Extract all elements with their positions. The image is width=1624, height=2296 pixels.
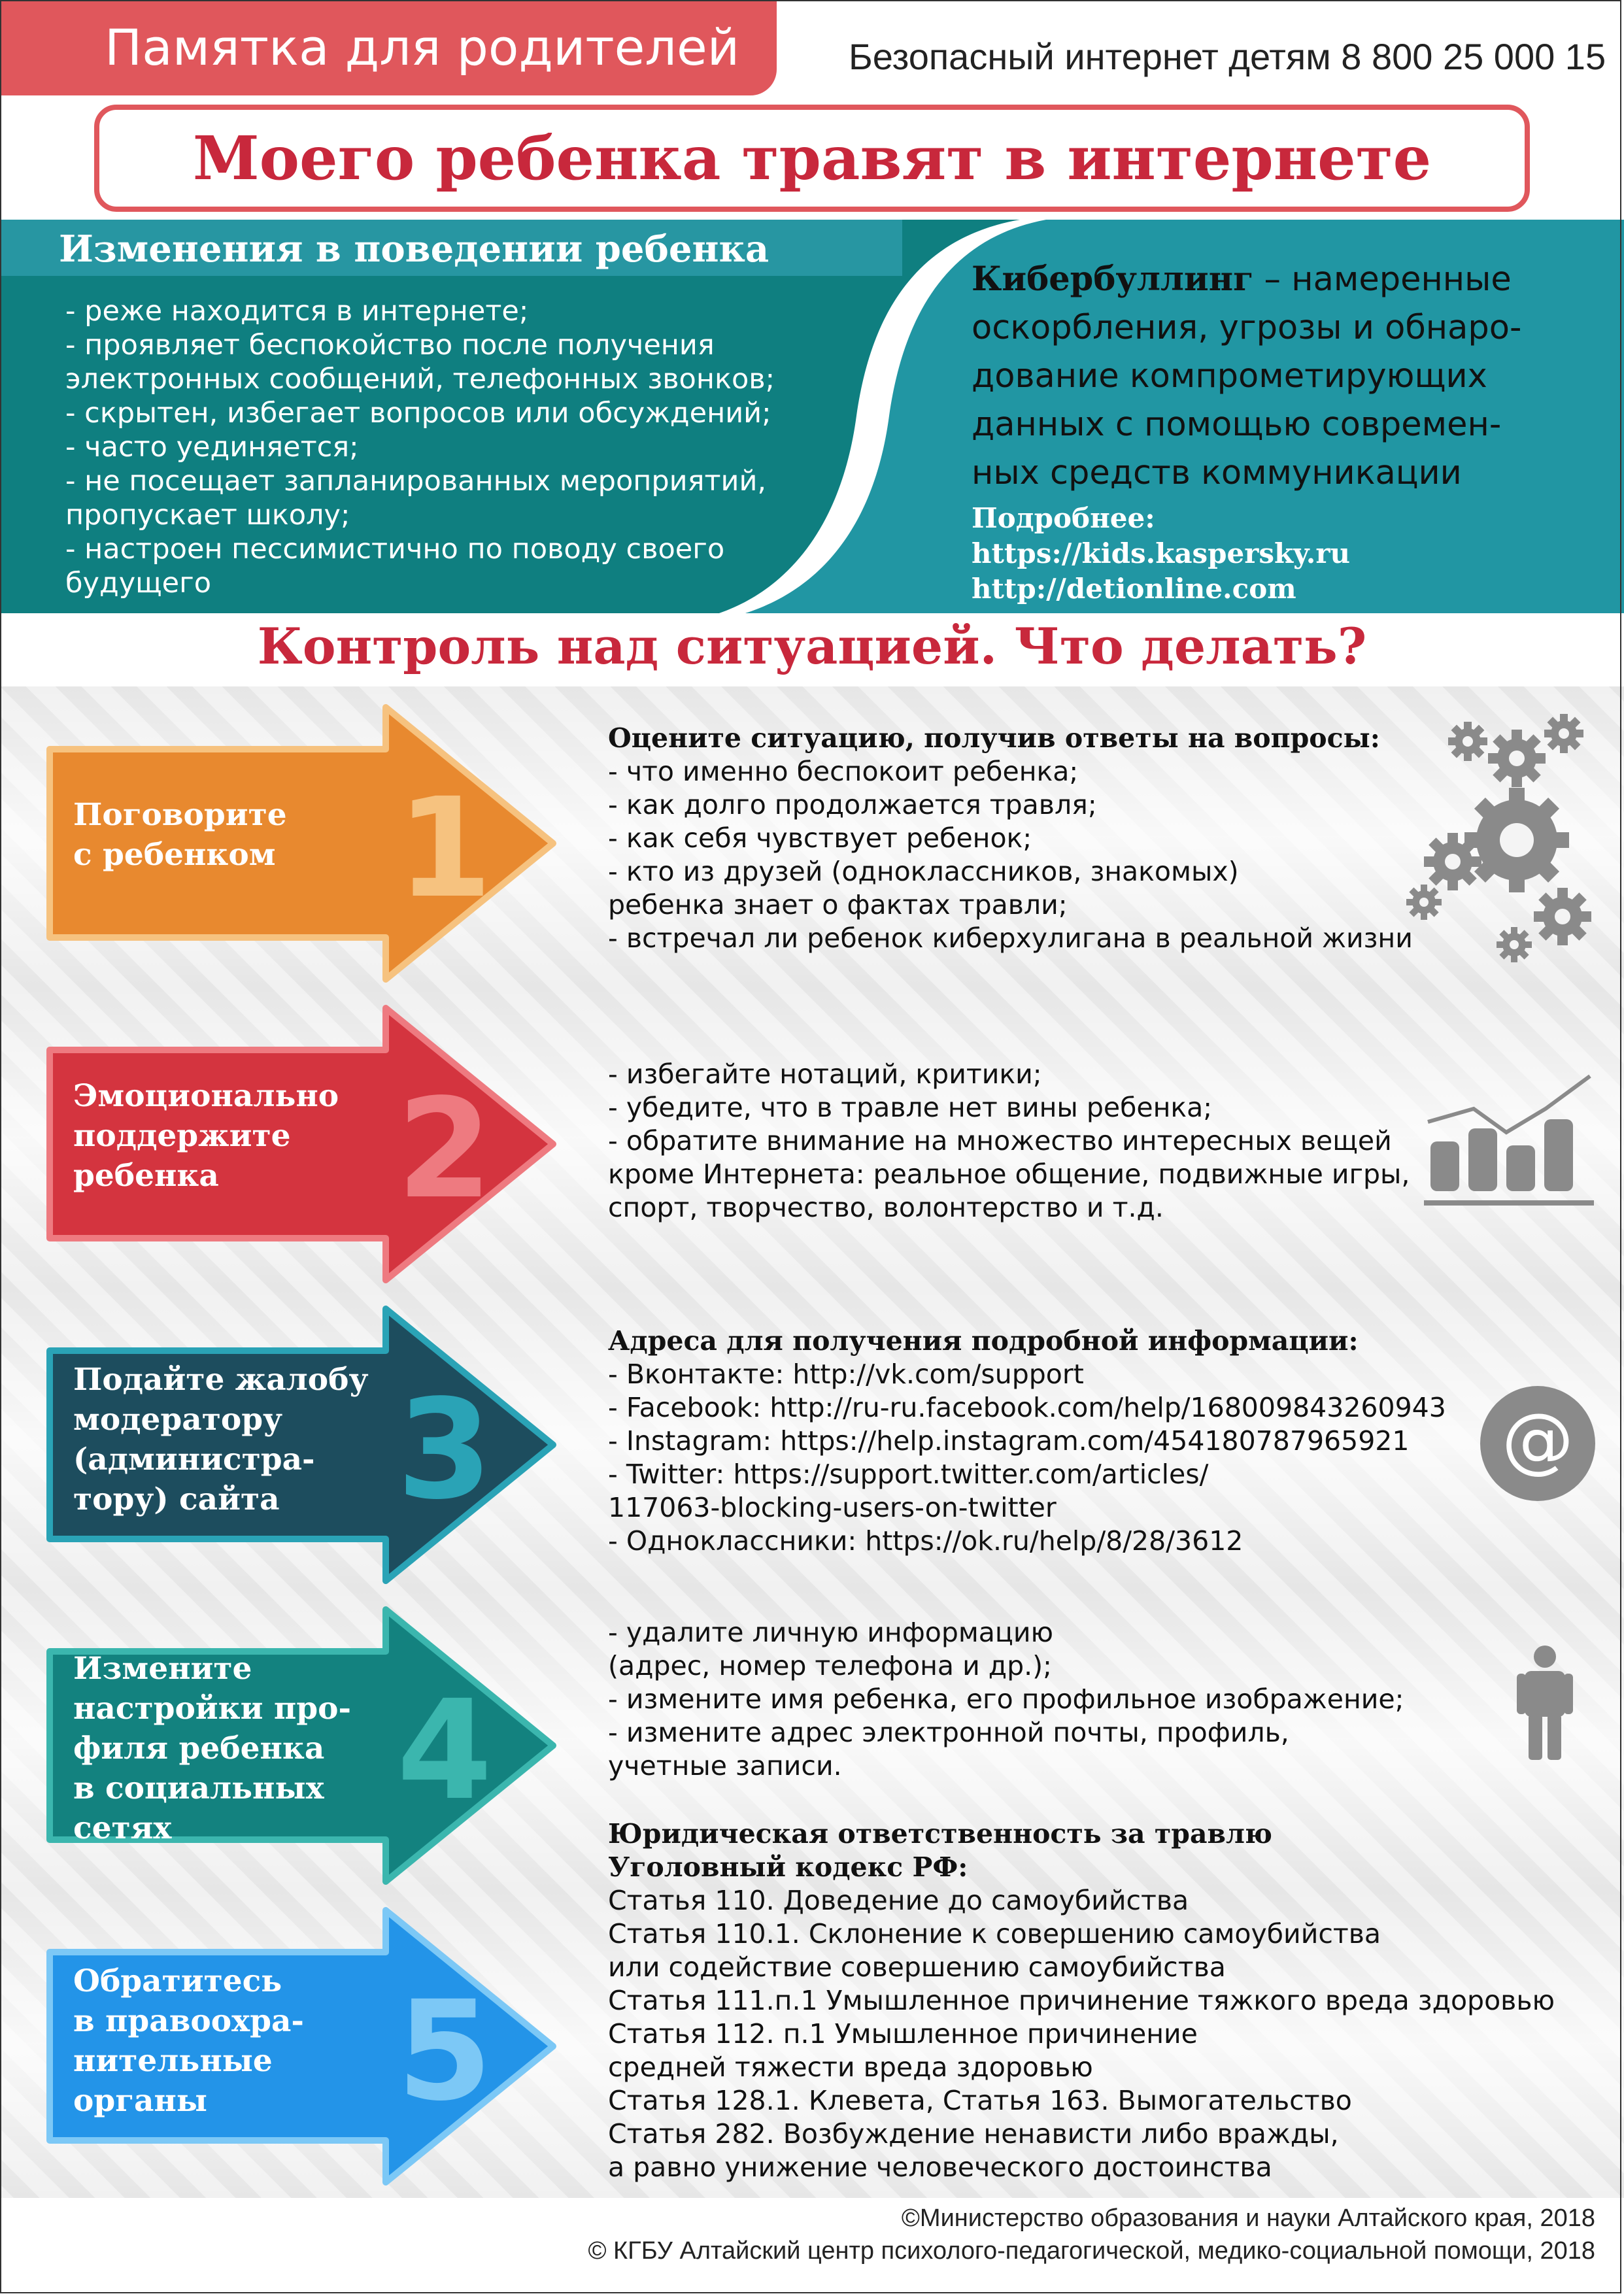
list-item: электронных сообщений, телефонных звонков;	[65, 363, 775, 396]
step-4-label: Измените настройки про- филя ребенка в социальных сетях	[73, 1651, 351, 1846]
list-item: - настроен пессимистично по поводу своего	[65, 533, 725, 566]
list-item: - реже находится в интернете;	[65, 295, 529, 328]
step-2-number: 2	[396, 1069, 493, 1229]
header-tab-title: Памятка для родителей	[105, 18, 740, 76]
link-detionline[interactable]: http://detionline.com	[972, 573, 1296, 605]
step-1-number: 1	[396, 768, 493, 928]
section-title: Контроль над ситуацией. Что делать?	[257, 617, 1367, 675]
bar-chart-icon	[1421, 1070, 1598, 1213]
hotline-text: Безопасный интернет детям 8 800 25 000 15	[849, 36, 1606, 77]
step-5-label: Обратитесь в правоохра- нительные органы	[73, 1963, 304, 2119]
list-item: - скрытен, избегает вопросов или обсуждений;	[65, 397, 771, 430]
main-title: Моего ребенка травят в интернете	[192, 123, 1432, 194]
list-item: - проявляет беспокойство после получения	[65, 329, 715, 362]
step-5-number: 5	[396, 1971, 493, 2131]
step-3-label: Подайте жалобу модератору (администра- тору) сайта	[73, 1362, 369, 1517]
step-1-label: Поговорите с ребенком	[73, 797, 287, 873]
step-3-number: 3	[396, 1370, 493, 1530]
behavior-list	[65, 294, 837, 600]
step-4-number: 4	[396, 1670, 493, 1831]
list-item: будущего	[65, 567, 211, 599]
behavior-title: Изменения в поведении ребенка	[59, 228, 770, 271]
footer-credits: ©Министерство образования и науки Алтайского края, 2018 © КГБУ Алтайский центр психолого-педагогической, медико-социальной помощи, 2018	[588, 2204, 1595, 2265]
step-4-text: - удалите личную информацию (адрес, номер телефона и др.); - измените имя ребенка, его профильное изображение; - измените адрес электронной почты, профиль, учетные записи.	[608, 1617, 1404, 1781]
step-1-text: Оцените ситуацию, получив ответы на вопросы: - что именно беспокоит ребенка; - как долго продолжается травля; - как себя чувствует ребенок; - кто из друзей (одноклассников, знакомых) ребенка знает о фактах травли; - встречал ли ребенок киберхулигана в реальной жизни	[608, 722, 1413, 954]
step-3-text: Адреса для получения подробной информации: - Вконтакте: http://vk.com/support - Facebook: http://ru-ru.facebook.com/help/168009843260943 - Instagram: https://help.instagram.com/454180787965921 - Twitter: https://support.twitter.com/articles/ 117063-blocking-users-on-twitter - Одноклассники: https://ok.ru/help/8/28/3612	[608, 1325, 1446, 1557]
gears-icon	[1399, 713, 1595, 968]
more-info	[972, 501, 1350, 607]
main-title-box	[94, 105, 1530, 212]
link-kaspersky[interactable]: https://kids.kaspersky.ru	[972, 537, 1351, 569]
step-2-label: Эмоционально поддержите ребенка	[73, 1078, 339, 1194]
at-sign-icon	[1479, 1385, 1597, 1502]
step-2-text: - избегайте нотаций, критики; - убедите, что в травле нет вины ребенка; - обратите внимание на множество интересных вещей кроме Интернета: реальное общение, подвижные игры, спорт, творчество, волонтерство и т.д.	[608, 1058, 1410, 1223]
more-label: Подробнее:	[972, 502, 1155, 534]
list-item: пропускает школу;	[65, 499, 350, 532]
legal-text: Юридическая ответственность за травлю Уголовный кодекс РФ: Статья 110. Доведение до самоубийства Статья 110.1. Склонение к совершению самоубийства или содействие совершению самоубийства Статья 111.п.1 Умышленное причинение тяжкого вреда здоровью Статья 112. п.1 Умышленное причинение средней тяжести вреда здоровью Статья 128.1. Клевета, Статья 163. Вымогательство Статья 282. Возбуждение ненависти либо вражды, а равно унижение человеческого достоинства	[608, 1818, 1555, 2183]
person-icon	[1515, 1645, 1574, 1761]
svg-text:@: @	[1502, 1398, 1574, 1481]
cyberbullying-term: Кибербуллинг	[972, 260, 1254, 299]
list-item: - часто уединяется;	[65, 431, 359, 464]
list-item: - не посещает запланированных мероприятий,	[65, 465, 767, 498]
cyberbullying-definition: Кибербуллинг – намеренные оскорбления, угрозы и обнаро- дование компрометирующих данных с помощью современ- ных средств коммуникации	[972, 260, 1522, 492]
